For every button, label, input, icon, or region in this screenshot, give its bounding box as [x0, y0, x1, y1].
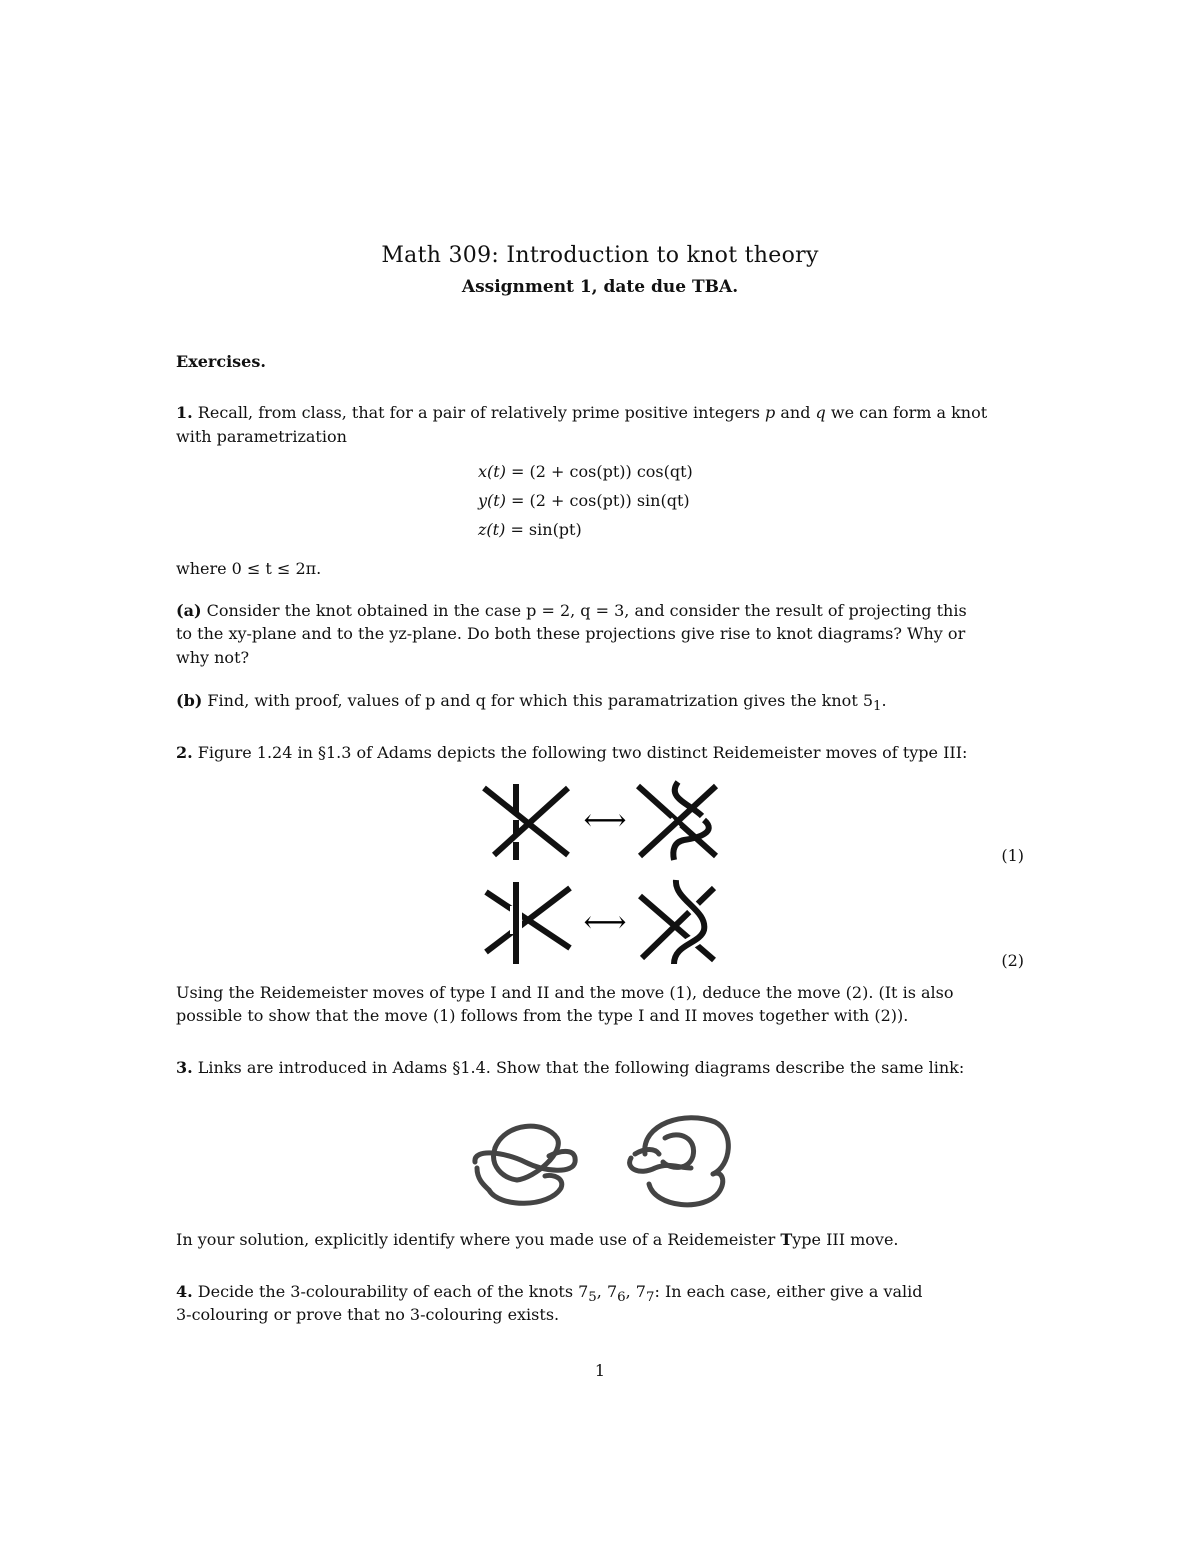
q1a-label: (a) [176, 601, 202, 620]
q1b-end: . [881, 691, 887, 710]
q4-text-b: : In each case, either give a valid [654, 1282, 923, 1301]
exercises-heading: Exercises. [176, 352, 266, 371]
q2-after-line2: possible to show that the move (1) follows from the type I and II moves together with (2)). [176, 1006, 909, 1025]
q4-number: 4. [176, 1282, 193, 1301]
move-2-left-diagram [486, 882, 570, 964]
q1b-text: Find, with proof, values of p and q for which this paramatrization gives the knot 5 [207, 691, 874, 710]
q1-text-b: and [780, 403, 811, 422]
link-diagram-left [475, 1126, 575, 1203]
equation-number-2: (2) [1001, 951, 1024, 970]
q4-sep-1: , 7 [596, 1282, 618, 1301]
q3-after-a: In your solution, explicitly identify where you made use of a Reidemeister [176, 1230, 776, 1249]
q4-sub-2: 6 [617, 1290, 626, 1306]
q1-text-c: we can form a knot [830, 403, 988, 422]
q3-text: Links are introduced in Adams §1.4. Show that the following diagrams describe the same link: [197, 1058, 965, 1077]
equation-y-lhs: y(t) [478, 491, 506, 510]
q2-after-line1: Using the Reidemeister moves of type I and II and the move (1), deduce the move (2). (It is also [176, 983, 954, 1002]
link-diagram-right [630, 1118, 729, 1205]
q1-var-p: p [765, 403, 776, 422]
link-right-inner-loop [663, 1135, 694, 1168]
q2-number: 2. [176, 743, 193, 762]
q2-line [176, 741, 1024, 764]
document-title: Math 309: Introduction to knot theory [381, 243, 819, 268]
q1-range: where 0 ≤ t ≤ 2π. [176, 559, 322, 578]
q1-var-q: q [815, 403, 826, 422]
q4-text-a: Decide the 3-colourability of each of the knots 7 [197, 1282, 589, 1301]
move-1-left-diagram [484, 784, 568, 860]
link-left-component-bottom-close [477, 1168, 489, 1190]
q1a-line2: to the xy-plane and to the yz-plane. Do both these projections give rise to knot diagrams? Why or [176, 624, 966, 643]
q1-intro-line1 [176, 401, 1024, 424]
equation-z [478, 520, 582, 539]
q4-line2: 3-colouring or prove that no 3-colouring exists. [176, 1305, 560, 1324]
q1b-subscript: 1 [873, 699, 882, 715]
q4-sub-3: 7 [645, 1290, 655, 1306]
move-1-right-diagram [638, 782, 716, 860]
assignment-subtitle: Assignment 1, date due TBA. [461, 277, 739, 297]
move2-arrow: ⟷ [583, 905, 627, 940]
q1-intro-line2: with parametrization [176, 427, 347, 446]
q3-number: 3. [176, 1058, 193, 1077]
q1a-line1 [176, 599, 1024, 622]
q1b-line [176, 689, 1024, 718]
q3-line [176, 1056, 1024, 1079]
equation-z-rhs: = sin(pt) [510, 520, 582, 539]
q4-sub-1: 5 [588, 1290, 597, 1306]
equation-z-lhs: z(t) [478, 520, 506, 539]
q3-after-bold: T [780, 1230, 793, 1249]
move-2-right-diagram [640, 880, 714, 964]
q1-text-a: Recall, from class, that for a pair of relatively prime positive integers [197, 403, 760, 422]
equation-x-lhs: x(t) [478, 462, 506, 481]
link-right-crossing-strand [630, 1158, 691, 1171]
equation-y [478, 491, 690, 510]
equation-y-rhs: = (2 + cos(pt)) sin(qt) [511, 491, 690, 510]
link-right-bottom-arc [649, 1173, 723, 1205]
q3-after-line [176, 1228, 1024, 1251]
equation-x-rhs: = (2 + cos(pt)) cos(qt) [511, 462, 693, 481]
equation-number-1: (1) [1001, 846, 1024, 865]
q1b-label: (b) [176, 691, 203, 710]
link-left-component-middle [475, 1151, 575, 1170]
page-number: 1 [594, 1361, 606, 1380]
equation-x [478, 462, 693, 481]
reidemeister-move-1-figure [478, 780, 728, 865]
reidemeister-move-2-figure [478, 878, 728, 968]
link-diagrams-figure [465, 1108, 740, 1218]
q3-after-b: ype III move. [792, 1230, 899, 1249]
q1a-text-line1: Consider the knot obtained in the case p = 2, q = 3, and consider the result of projecting this [206, 601, 967, 620]
q2-text: Figure 1.24 in §1.3 of Adams depicts the following two distinct Reidemeister moves of type III: [197, 743, 968, 762]
q1-number: 1. [176, 403, 193, 422]
q4-sep-2: , 7 [625, 1282, 646, 1301]
move1-arrow: ⟷ [583, 803, 627, 838]
q1a-line3: why not? [176, 648, 250, 667]
